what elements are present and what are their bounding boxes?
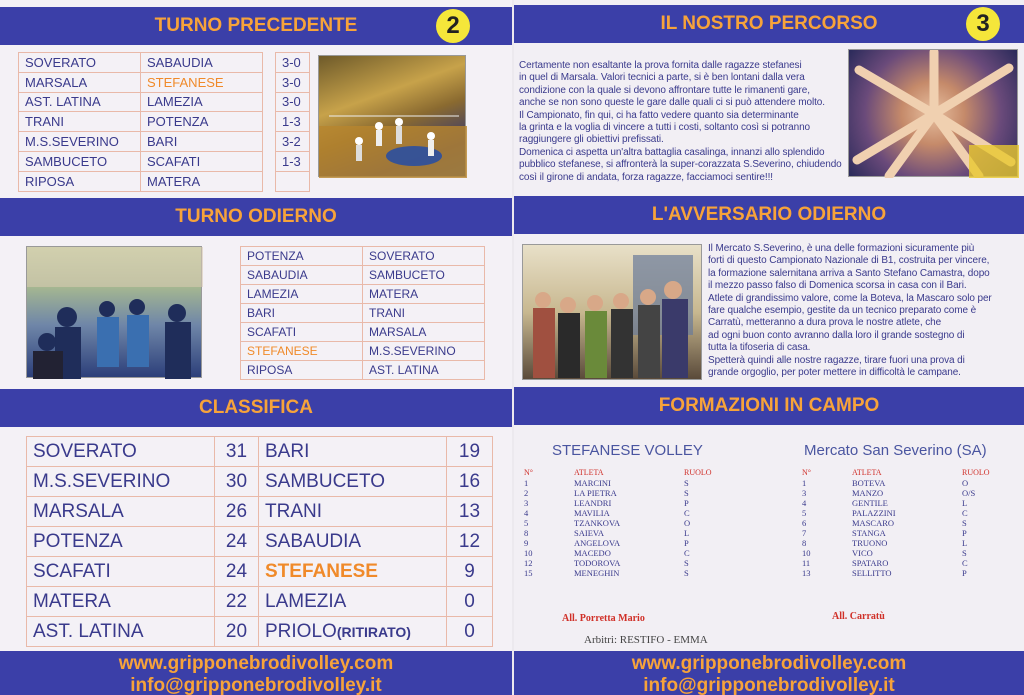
table-row — [241, 266, 485, 285]
home-team-cell: MARSALA — [19, 72, 141, 92]
text-line: Domenica ci aspetta un'altra battaglia casalinga, innanzi allo splendido — [519, 146, 825, 158]
standings-points: 24 — [215, 557, 259, 587]
footer-email-link-right[interactable]: info@gripponebrodivolley.it — [643, 675, 895, 695]
table-row — [19, 171, 310, 191]
home-team-cell: SOVERATO — [19, 53, 141, 73]
withdrawn-note: (RITIRATO) — [336, 623, 411, 640]
standings-team — [259, 437, 447, 467]
team-huddle-image — [27, 247, 203, 379]
classifica-header — [0, 389, 512, 427]
standings-team: AST. LATINA — [27, 617, 215, 647]
player-role: C — [684, 548, 690, 558]
home-team-cell: BARI — [241, 304, 363, 323]
text-line: la grinta e la voglia di vincere a tutti i costi, soltanto così si potranno — [519, 122, 810, 134]
home-team-cell: SAMBUCETO — [19, 151, 141, 171]
away-team-cell: TRANI — [363, 304, 485, 323]
player-number: 1 — [802, 478, 807, 488]
player-role: C — [684, 508, 690, 518]
roster-row — [522, 478, 722, 488]
roster-row — [522, 568, 722, 578]
standings-team: POTENZA — [27, 527, 215, 557]
col-role-header: RUOLO — [962, 468, 990, 477]
roster-row — [522, 498, 722, 508]
table-row — [19, 112, 310, 132]
hands-together-image — [849, 50, 1019, 178]
away-team-cell: SABAUDIA — [141, 53, 263, 73]
score-cell: 3-0 — [276, 53, 310, 73]
roster-row — [522, 558, 722, 568]
text-line: fare qualche esempio, gestite da un tecnico preparato come è — [708, 305, 977, 317]
player-number: 5 — [524, 518, 529, 528]
col-role-header: RUOLO — [684, 468, 712, 477]
roster-row — [800, 528, 1000, 538]
player-role: P — [962, 528, 967, 538]
volleyball-match-photo — [318, 55, 466, 177]
score-cell: 3-2 — [276, 132, 310, 152]
standings-team-name: BARI — [265, 440, 310, 462]
classifica-title: CLASSIFICA — [199, 397, 313, 418]
home-team-cell: RIPOSA — [241, 361, 363, 380]
player-number: 1 — [524, 478, 529, 488]
away-team-cell: MATERA — [141, 171, 263, 191]
home-coach: All. Porretta Mario — [562, 613, 645, 624]
away-team-cell: SAMBUCETO — [363, 266, 485, 285]
standings-team — [259, 557, 447, 587]
text-line: raggiungere gli obiettivi prefissati. — [519, 134, 664, 146]
player-number: 7 — [802, 528, 807, 538]
player-name: MAVILIA — [574, 508, 610, 518]
standings-points: 12 — [447, 527, 493, 557]
player-role: O — [684, 518, 691, 528]
home-team-cell: LAMEZIA — [241, 285, 363, 304]
referees: Arbitri: RESTIFO - EMMA — [584, 634, 708, 646]
player-name: TZANKOVA — [574, 518, 621, 528]
away-team-cell: STEFANESE — [141, 72, 263, 92]
player-name: MENEGHIN — [574, 568, 620, 578]
spacer-cell — [263, 171, 276, 191]
roster-row — [800, 538, 1000, 548]
player-name: SELLITTO — [852, 568, 892, 578]
score-cell: 1-3 — [276, 151, 310, 171]
player-name: VICO — [852, 548, 873, 558]
roster-row — [522, 508, 722, 518]
percorso-text — [519, 60, 849, 184]
text-line: così il girone di andata, forza ragazze, facciamoci sentire!!! — [519, 171, 773, 183]
turno-odierno-header — [0, 198, 512, 236]
standings-team: SCAFATI — [27, 557, 215, 587]
player-number: 3 — [802, 488, 807, 498]
standings-team: MARSALA — [27, 497, 215, 527]
roster-row — [800, 548, 1000, 558]
away-team-cell: MATERA — [363, 285, 485, 304]
standings-row — [27, 557, 493, 587]
roster-row — [522, 538, 722, 548]
player-name: BOTEVA — [852, 478, 886, 488]
player-name: TODOROVA — [574, 558, 621, 568]
standings-team: SOVERATO — [27, 437, 215, 467]
player-name: GENTILE — [852, 498, 888, 508]
table-row — [241, 361, 485, 380]
standings-points: 9 — [447, 557, 493, 587]
table-row — [241, 247, 485, 266]
table-row — [241, 285, 485, 304]
page-number-badge: 2 — [436, 9, 470, 43]
roster-row — [800, 518, 1000, 528]
spacer-cell — [263, 53, 276, 73]
page-number-badge-right: 3 — [966, 7, 1000, 41]
player-name: LA PIETRA — [574, 488, 617, 498]
player-role: O/S — [962, 488, 976, 498]
player-number: 13 — [802, 568, 811, 578]
standings-row — [27, 467, 493, 497]
roster-row — [800, 568, 1000, 578]
team-huddle-photo — [26, 246, 202, 378]
home-team-cell: TRANI — [19, 112, 141, 132]
left-footer — [0, 651, 512, 695]
away-team-cell: POTENZA — [141, 112, 263, 132]
standings-points: 20 — [215, 617, 259, 647]
turno-precedente-table — [18, 52, 310, 192]
turno-precedente-title: TURNO PRECEDENTE — [154, 15, 358, 36]
text-line: condizione con la quale si devono affrontare tutte le rimanenti gare, — [519, 84, 810, 96]
away-team-cell: BARI — [141, 132, 263, 152]
standings-points: 24 — [215, 527, 259, 557]
player-number: 10 — [802, 548, 811, 558]
standings-team — [259, 617, 447, 647]
roster-row — [800, 508, 1000, 518]
spacer-cell — [263, 112, 276, 132]
player-number: 4 — [802, 498, 807, 508]
roster-header-row — [800, 468, 1000, 478]
home-team-cell: SCAFATI — [241, 323, 363, 342]
text-line: anche se non sono queste le gare dalle quali ci si può attendere molto. — [519, 97, 825, 109]
standings-row — [27, 617, 493, 647]
classifica-table — [26, 436, 493, 647]
score-cell: 3-0 — [276, 92, 310, 112]
right-footer — [514, 651, 1024, 695]
table-row — [19, 132, 310, 152]
avversario-title: L'AVVERSARIO ODIERNO — [651, 204, 887, 225]
home-team-name: STEFANESE VOLLEY — [552, 442, 703, 459]
footer-email-link[interactable]: info@gripponebrodivolley.it — [130, 675, 382, 695]
away-team-cell: MARSALA — [363, 323, 485, 342]
player-name: SPATARO — [852, 558, 889, 568]
footer-website-link[interactable]: www.gripponebrodivolley.com — [118, 653, 394, 674]
player-role: S — [962, 518, 967, 528]
player-name: MASCARO — [852, 518, 895, 528]
score-cell — [276, 171, 310, 191]
roster-row — [522, 518, 722, 528]
standings-team-name: PRIOLO — [265, 620, 337, 642]
turno-odierno-title: TURNO ODIERNO — [175, 206, 337, 227]
col-athlete-header: ATLETA — [852, 468, 882, 477]
opponent-team-photo — [522, 244, 702, 380]
table-row — [19, 151, 310, 171]
standings-team: MATERA — [27, 587, 215, 617]
away-team-cell: SCAFATI — [141, 151, 263, 171]
avversario-text — [708, 243, 1024, 379]
text-line: grande orgoglio, per poter mettere in difficoltà le campane. — [708, 367, 961, 379]
table-row — [19, 53, 310, 73]
player-number: 4 — [524, 508, 529, 518]
score-cell: 1-3 — [276, 112, 310, 132]
turno-odierno-table — [240, 246, 485, 380]
player-role: L — [962, 498, 968, 508]
text-line: Certamente non esaltante la prova fornita dalle ragazze stefanesi — [519, 60, 802, 71]
standings-team-name: STEFANESE — [265, 560, 378, 582]
col-athlete-header: ATLETA — [574, 468, 604, 477]
player-role: L — [684, 528, 690, 538]
text-line: in quel di Marsala. Valori tecnici a parte, si è ben lontani dalla vera — [519, 72, 805, 84]
roster-row — [522, 488, 722, 498]
home-team-cell: STEFANESE — [241, 342, 363, 361]
avversario-header — [514, 196, 1024, 234]
home-team-cell: POTENZA — [241, 247, 363, 266]
player-name: MACEDO — [574, 548, 611, 558]
player-name: MARCINI — [574, 478, 611, 488]
player-role: S — [684, 488, 689, 498]
player-number: 8 — [524, 528, 529, 538]
standings-points: 26 — [215, 497, 259, 527]
player-role: S — [962, 548, 967, 558]
text-line: Atlete di grandissimo valore, come la Boteva, la Mascaro solo per — [708, 292, 992, 304]
roster-row — [800, 478, 1000, 488]
player-number: 6 — [802, 518, 807, 528]
standings-points: 30 — [215, 467, 259, 497]
opponent-group-image — [523, 245, 703, 381]
formazioni-header — [514, 387, 1024, 425]
roster-row — [800, 558, 1000, 568]
col-number-header: N° — [524, 468, 533, 477]
player-number: 2 — [524, 488, 529, 498]
standings-team-name: SAMBUCETO — [265, 470, 386, 492]
player-name: SAIEVA — [574, 528, 605, 538]
player-number: 8 — [802, 538, 807, 548]
score-cell: 3-0 — [276, 72, 310, 92]
home-team-cell: RIPOSA — [19, 171, 141, 191]
text-line: ad ogni buon conto avranno dalla loro il grande sostegno di — [708, 329, 965, 341]
player-role: S — [684, 568, 689, 578]
player-role: P — [684, 538, 689, 548]
away-roster-table — [800, 468, 1000, 578]
player-number: 5 — [802, 508, 807, 518]
player-name: MANZO — [852, 488, 884, 498]
roster-row — [800, 488, 1000, 498]
standings-points: 19 — [447, 437, 493, 467]
player-number: 11 — [802, 558, 811, 568]
standings-team — [259, 497, 447, 527]
roster-row — [522, 528, 722, 538]
player-number: 3 — [524, 498, 529, 508]
text-line: tutta la tifoseria di casa. — [708, 342, 811, 354]
player-role: P — [684, 498, 689, 508]
spacer-cell — [263, 132, 276, 152]
home-team-cell: SABAUDIA — [241, 266, 363, 285]
standings-points: 31 — [215, 437, 259, 467]
standings-team-name: LAMEZIA — [265, 590, 347, 612]
standings-points: 0 — [447, 587, 493, 617]
away-team-cell: SOVERATO — [363, 247, 485, 266]
away-team-cell: M.S.SEVERINO — [363, 342, 485, 361]
standings-row — [27, 587, 493, 617]
standings-points: 13 — [447, 497, 493, 527]
home-team-cell: AST. LATINA — [19, 92, 141, 112]
percorso-title: IL NOSTRO PERCORSO — [660, 13, 878, 34]
spacer-cell — [263, 72, 276, 92]
player-name: STANGA — [852, 528, 886, 538]
standings-team-name: SABAUDIA — [265, 530, 362, 552]
player-role: S — [684, 558, 689, 568]
standings-points: 0 — [447, 617, 493, 647]
text-line: la formazione salernitana arriva a Santo Stefano Camastra, dopo — [708, 267, 990, 279]
standings-points: 16 — [447, 467, 493, 497]
player-role: C — [962, 508, 968, 518]
table-row — [241, 342, 485, 361]
formazioni-title: FORMAZIONI IN CAMPO — [658, 395, 880, 416]
away-team-cell: LAMEZIA — [141, 92, 263, 112]
text-line: Spetterà quindi alle nostre ragazze, tirare fuori una prova di — [708, 354, 965, 366]
player-role: P — [962, 568, 967, 578]
table-row — [241, 323, 485, 342]
spacer-cell — [263, 92, 276, 112]
table-row — [19, 92, 310, 112]
standings-team — [259, 467, 447, 497]
away-team-name: Mercato San Severino (SA) — [804, 442, 987, 459]
player-name: ANGELOVA — [574, 538, 621, 548]
standings-team — [259, 527, 447, 557]
text-line: pubblico stefanese, si affronterà la super-corazzata S.Severino, chiudendo — [519, 159, 842, 171]
team-hands-photo — [848, 49, 1018, 177]
table-row — [241, 304, 485, 323]
percorso-header — [514, 5, 1024, 43]
home-roster-table — [522, 468, 722, 578]
player-number: 15 — [524, 568, 533, 578]
volleyball-court-image — [319, 56, 467, 178]
away-coach: All. Carratù — [832, 611, 885, 622]
right-page — [514, 0, 1024, 695]
text-line: Il Campionato, fin qui, ci ha fatto vedere quanto sia determinante — [519, 109, 799, 121]
roster-header-row — [522, 468, 722, 478]
text-line: il mezzo passo falso di Domenica scorsa in casa con il Bari. — [708, 280, 967, 292]
roster-row — [522, 548, 722, 558]
player-name: PALAZZINI — [852, 508, 896, 518]
spacer-cell — [263, 151, 276, 171]
player-role: C — [962, 558, 968, 568]
player-name: LEANDRI — [574, 498, 612, 508]
player-number: 10 — [524, 548, 533, 558]
footer-website-link-right[interactable]: www.gripponebrodivolley.com — [631, 653, 907, 674]
player-role: S — [684, 478, 689, 488]
col-number-header: N° — [802, 468, 811, 477]
standings-row — [27, 437, 493, 467]
home-team-cell: M.S.SEVERINO — [19, 132, 141, 152]
standings-team: M.S.SEVERINO — [27, 467, 215, 497]
text-line: forti di questo Campionato Nazionale di B1, costruita per vincere, — [708, 255, 990, 267]
table-row — [19, 72, 310, 92]
player-name: TRUONO — [852, 538, 888, 548]
player-number: 9 — [524, 538, 529, 548]
away-team-cell: AST. LATINA — [363, 361, 485, 380]
text-line: Carratù, metteranno a dura prova le nostre atlete, che — [708, 317, 942, 329]
text-line: Il Mercato S.Severino, è una delle formazioni sicuramente più — [708, 243, 975, 254]
player-role: O — [962, 478, 969, 488]
player-role: L — [962, 538, 968, 548]
standings-team-name: TRANI — [265, 500, 322, 522]
roster-row — [800, 498, 1000, 508]
standings-row — [27, 497, 493, 527]
player-number: 12 — [524, 558, 533, 568]
standings-points: 22 — [215, 587, 259, 617]
standings-team — [259, 587, 447, 617]
standings-row — [27, 527, 493, 557]
